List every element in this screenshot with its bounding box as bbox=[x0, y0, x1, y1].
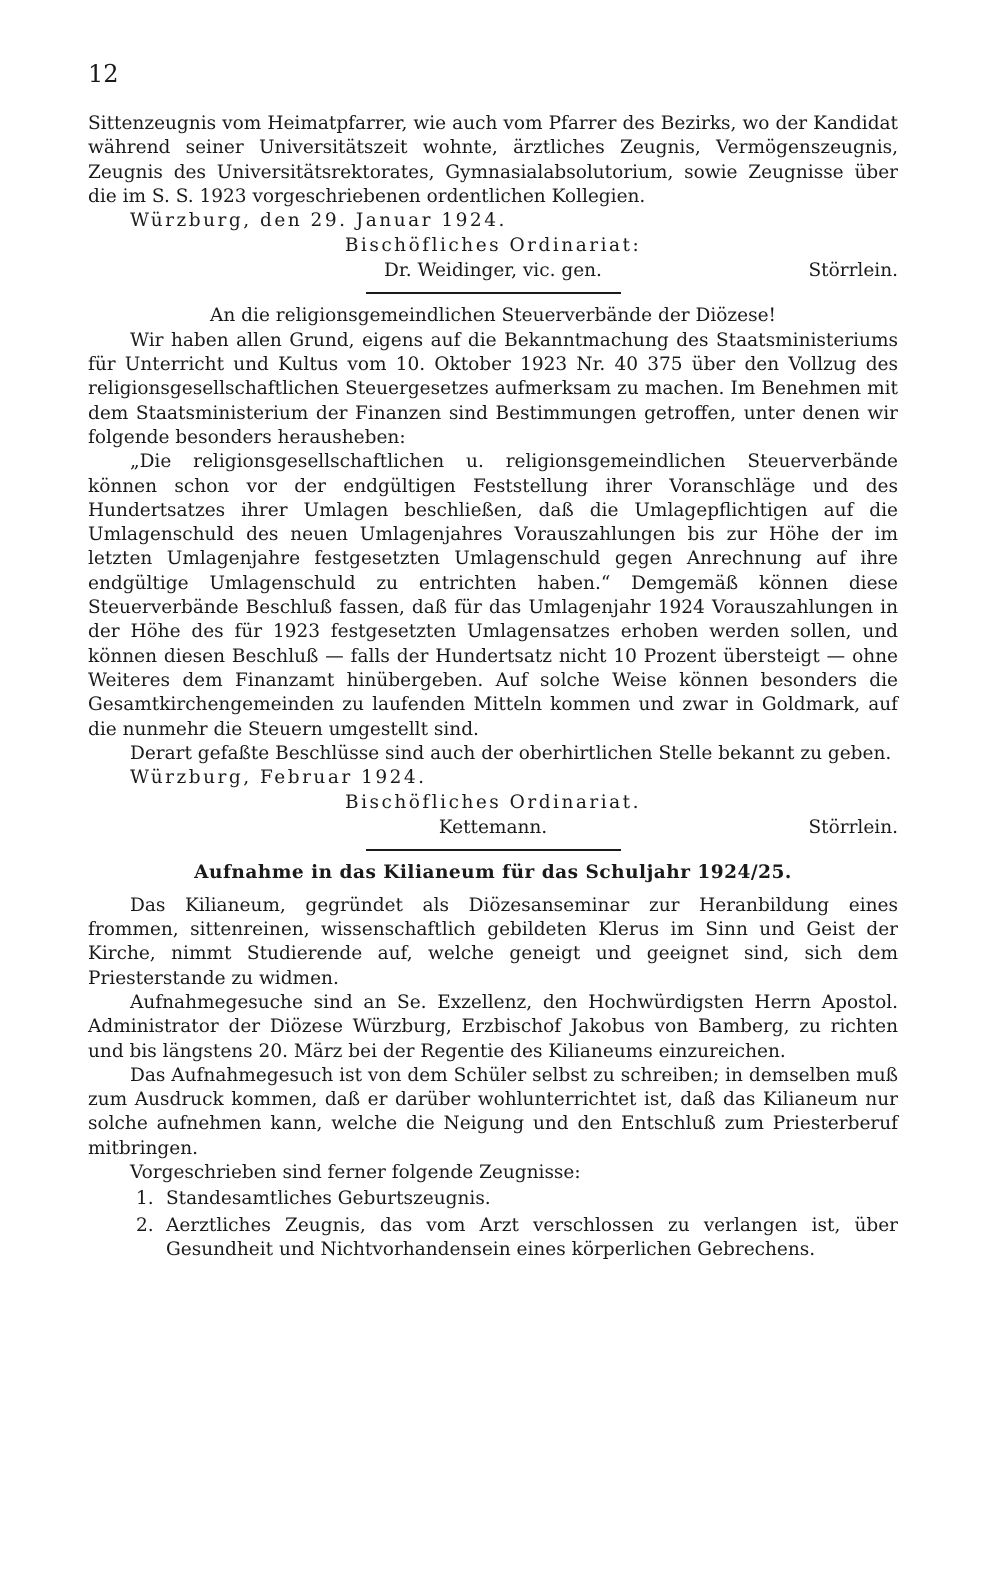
page-body bbox=[88, 112, 898, 1262]
section-ordination-notice bbox=[88, 112, 898, 283]
paragraph: Derart gefaßte Beschlüsse sind auch der oberhirtlichen Stelle bekannt zu geben. bbox=[130, 742, 892, 764]
page-number: 12 bbox=[88, 60, 119, 88]
paragraph: Wir haben allen Grund, eigens auf die Bekanntmachung des Staatsministeriums für Unterricht und Kultus vom 10. Oktober 1923 Nr. 40 375 über den Vollzug des religionsgesellschaftlichen Steuergesetzes aufmerksam zu machen. Im Benehmen mit dem Staatsministerium der Finanzen sind Bestimmungen getroffen, unter denen wir folgende besonders herausheben: bbox=[88, 329, 898, 448]
signer-right: Störrlein. bbox=[808, 260, 898, 282]
signer-right: Störrlein. bbox=[808, 817, 898, 839]
paragraph: Vorgeschrieben sind ferner folgende Zeugnisse: bbox=[130, 1161, 581, 1183]
continuation-paragraph: Sittenzeugnis vom Heimatpfarrer, wie auch vom Pfarrer des Bezirks, wo der Kandidat während seiner Universitätszeit wohnte, ärztliches Zeugnis, Vermögenszeugnis, Zeugnis des Universitätsrektorates, Gymnasialabsolutorium, sowie Zeugnisse über die im S. S. 1923 vorgeschriebenen ordentlichen Kollegien. bbox=[88, 113, 898, 207]
section-title: An die religionsgemeindlichen Steuerverbände der Diözese! bbox=[210, 305, 776, 327]
signer-left: Dr. Weidinger, vic. gen. bbox=[384, 260, 602, 282]
signer-left: Kettemann. bbox=[438, 817, 548, 839]
list-text: Aerztliches Zeugnis, das vom Arzt verschlossen zu verlangen ist, über Gesundheit und Nichtvorhandensein eines körperlichen Gebrechens. bbox=[166, 1214, 898, 1260]
list-number: 1. bbox=[136, 1188, 154, 1210]
section-tax-associations bbox=[88, 304, 898, 840]
section-kilianeum-admission bbox=[88, 861, 898, 1262]
signature-line bbox=[88, 258, 898, 283]
list-number: 2. bbox=[136, 1214, 154, 1236]
paragraph: Das Aufnahmegesuch ist von dem Schüler selbst zu schreiben; in demselben muß zum Ausdruck kommen, daß er darüber wohlunterrichtet ist, daß das Kilianeum nur solche aufnehmen kann, welche die Neigung und den Entschluß zum Priesterberuf mitbringen. bbox=[88, 1064, 898, 1159]
authority-line bbox=[88, 790, 898, 815]
section-heading: Aufnahme in das Kilianeum für das Schuljahr 1924/25. bbox=[194, 862, 792, 884]
authority: Bischöfliches Ordinariat: bbox=[344, 235, 642, 257]
list-item bbox=[88, 1187, 898, 1211]
place-date: Würzburg, den 29. Januar 1924. bbox=[130, 210, 507, 232]
section-divider bbox=[366, 292, 621, 294]
quoted-paragraph: „Die religionsgesellschaftlichen u. religionsgemeindlichen Steuerverbände können schon vor der endgültigen Feststellung ihrer Voranschläge und des Hundertsatzes ihrer Umlagen beschließen, daß die Umlagepflichtigen auf die Umlagenschuld des neuen Umlagenjahres Vorauszahlungen bis zur Höhe der im letzten Umlagenjahre festgesetzten Umlagenschuld gegen Anrechnung auf ihre endgültige Umlagenschuld zu entrichten haben.“ Demgemäß können diese Steuerverbände Beschluß fassen, daß für das Umlagenjahr 1924 Vorauszahlungen in der Höhe des für 1923 festgesetzten Umlagensatzes erhoben werden sollen, und können diesen Beschluß — falls der Hundertsatz nicht 10 Prozent übersteigt — ohne Weiteres dem Finanzamt hinübergeben. Auf solche Weise können besonders die Gesamtkirchengemeinden zu laufenden Mitteln kommen und zwar in Goldmark, auf die nunmehr die Steuern umgestellt sind. bbox=[88, 451, 898, 740]
paragraph: Aufnahmegesuche sind an Se. Exzellenz, den Hochwürdigsten Herrn Apostol. Administrator der Diözese Würzburg, Erzbischof Jakobus von Bamberg, zu richten und bis längstens 20. März bei der Regentie des Kilianeums einzureichen. bbox=[88, 991, 898, 1062]
signature-line bbox=[88, 815, 898, 840]
paragraph: Das Kilianeum, gegründet als Diözesanseminar zur Heranbildung eines frommen, sittenreinen, wissenschaftlich gebildeten Klerus im Sinn und Geist der Kirche, nimmt Studierende auf, welche geneigt und geeignet sind, sich dem Priesterstande zu widmen. bbox=[88, 894, 898, 989]
section-divider bbox=[366, 849, 621, 851]
list-item bbox=[88, 1214, 898, 1263]
list-text: Standesamtliches Geburtszeugnis. bbox=[166, 1188, 491, 1210]
authority: Bischöfliches Ordinariat. bbox=[344, 792, 642, 814]
authority-line bbox=[88, 233, 898, 258]
place-date: Würzburg, Februar 1924. bbox=[130, 767, 427, 789]
